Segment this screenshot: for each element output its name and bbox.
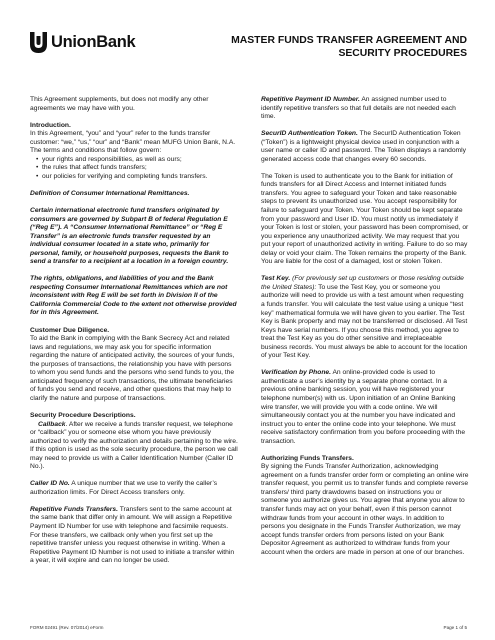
left-column	[30, 96, 238, 574]
callback-paragraph	[30, 421, 238, 472]
definition-paragraph: Certain international electronic fund transfers originated by consumers are governed by Subpart B of federal Regulation E (“Reg E”). A “Consumer International Remittance” or “Reg E Transfer” is an electronic funds transfer requested by an individual consumer located in a state who, primarily for personal, family, or household purposes, requests the Bank to send a transfer to a recipient at a location in a foreign country.	[30, 206, 229, 266]
brand-name: UnionBank	[51, 33, 136, 51]
phone-verification-text: An online-provided code is used to authenticate a user’s identity by a separate phone contact. In a previous online banking session, you will have registered your telephone number(s) with us. Upon initiation of an Online Banking wire transfer, we will provide you with a code online. We will simultaneously contact you at the number you have indicated and instruct you to enter the online code into your telephone. We must receive satisfactory confirmation from you before proceeding with the transaction.	[261, 369, 466, 445]
page-header	[0, 0, 495, 80]
introduction-heading: Introduction.	[30, 121, 71, 129]
repetitive-transfers-label: Repetitive Funds Transfers.	[30, 505, 118, 513]
diligence-heading: Customer Due Diligence.	[30, 326, 110, 334]
caller-id-paragraph	[30, 480, 238, 497]
authorizing-text: By signing the Funds Transfer Authorization, acknowledging agreement on a funds transfer order form or completing an online wire transfer request, you permit us to transfer funds and complete reverse transfers/ third party drawdowns based on instructions you or someone you authorize gives us. You agree that anyone you allow to transfer funds may act on your behalf, even if this person cannot withdraw funds from your account in other ways. In addition to persons you designate in the Funds Transfer Authorization, we may accept funds transfer orders from persons listed on your Bank Depositor Agreement as authorized to withdraw funds from your account when the orders are made in person at one of our branches.	[261, 463, 469, 556]
page-footer	[30, 625, 467, 633]
securid-label: SecurID Authentication Token.	[261, 130, 358, 138]
token-paragraph: The Token is used to authenticate you to the Bank for initiation of funds transfers for all Direct Access and Internet initiated funds transfers. You agree to safeguard your Token and take reasonable steps to prevent its unauthorized use. You accept responsibility for failure to safeguard your Token. Your Token should be kept separate from your password and User ID. You must notify us immediately if your Token is lost or stolen, your password has been compromised, or you experience any unauthorized activity. We may request that you put your report of unauthorized activity in writing. Failure to do so may delay or void your claim. The Token remains the property of the Bank. You are liable for the cost of a damaged, lost or stolen Token.	[261, 172, 469, 266]
caller-id-label: Caller ID No.	[30, 480, 70, 488]
callback-text: . After we receive a funds transfer request, we telephone or “callback” you or someone else whom you have previously authorized to verify the authorization and details pertaining to the wire. If this option is used as the sole security procedure, the person we call may need to provide us with a Caller Identification Number (Caller ID No.).	[30, 420, 238, 471]
diligence-section	[30, 327, 238, 404]
document-title-line-1: MASTER FUNDS TRANSFER AGREEMENT AND	[231, 35, 467, 46]
securid-paragraph	[261, 130, 469, 164]
union-bank-logo-icon	[30, 32, 47, 53]
phone-verification-paragraph	[261, 369, 469, 446]
caller-id-text: A unique number that we use to verify the caller’s authorization limits. For Direct Access transfers only.	[30, 480, 218, 496]
authorizing-heading: Authorizing Funds Transfers.	[261, 454, 354, 462]
test-key-qualifier: (For previously set up customers or those residing outside the United States):	[261, 275, 464, 291]
rights-paragraph: The rights, obligations, and liabilities of you and the Bank respecting Consumer International Remittances which are not inconsistent with Reg E will be set forth in Division II of the California Commercial Code to the extent not otherwise provided for in this Agreement.	[30, 275, 237, 317]
security-section	[30, 412, 238, 472]
phone-verification-label: Verification by Phone.	[261, 369, 331, 377]
document-title	[217, 34, 467, 60]
repetitive-transfers-text: Transfers sent to the same account at the same bank that differ only in amount. We will assign a Repetitive Payment ID Number for use with telephone and facsimile requests. For these transfers, we callback only when you first set up the repetitive transfer unless you request otherwise in writing. When a Repetitive Payment ID Number is not used to initiate a transfer within a year, it will expire and can no longer be used.	[30, 505, 235, 565]
repetitive-id-label: Repetitive Payment ID Number.	[261, 96, 360, 103]
test-key-paragraph	[261, 275, 469, 360]
security-heading: Security Procedure Descriptions.	[30, 411, 136, 419]
test-key-text: To use the Test Key, you or someone you authorize will need to provide us with a test amount when requesting a funds transfer. You will calculate the test value using a unique “test key” mathematical formula we will have given to you earlier. The Test Key is Bank property and may not be transferred or disclosed. All Test Keys have serial numbers. If you choose this method, you agree to treat the Test Key as you do other sensitive and irreplaceable business records. You must always be able to account for the location of your Test Key.	[261, 283, 468, 360]
document-title-line-2: SECURITY PROCEDURES	[338, 48, 467, 59]
form-id: FORM 02491 (Rev. 07/2014) eForm	[30, 625, 104, 630]
securid-text: The SecurID Authentication Token (“Token”) is a lightweight physical device used in conjunction with a user name or caller ID and password. The Token displays a randomly generated access code that changes every 60 seconds.	[261, 130, 466, 163]
authorizing-section	[261, 455, 469, 558]
list-item: • our policies for verifying and completing funds transfers.	[36, 173, 238, 182]
definition-heading: Definition of Consumer International Remittances.	[30, 189, 190, 197]
repetitive-id-paragraph	[261, 96, 469, 122]
list-item: • your rights and responsibilities, as well as ours;	[36, 156, 238, 165]
repetitive-transfers-paragraph	[30, 506, 238, 566]
page-number: Page 1 of 5	[443, 625, 467, 630]
union-bank-logo	[30, 32, 135, 53]
callback-label: Callback	[38, 420, 66, 428]
test-key-label: Test Key.	[261, 275, 291, 283]
governing-terms-list	[36, 156, 238, 182]
introduction-section	[30, 122, 238, 182]
diligence-text: To aid the Bank in complying with the Bank Secrecy Act and related laws and regulations, we may ask you for specific information regarding the nature of anticipated activity, the sources of your funds, the purposes of transactions, the relationship you have with persons to whom you send funds and the persons who send funds to you, the anticipated frequency of such transactions, the ultimate beneficiaries of funds you send and receive, and other questions that may help to clarify the nature and purpose of transactions.	[30, 335, 235, 402]
intro-paragraph: This Agreement supplements, but does not modify any other agreements we may have with you.	[30, 96, 209, 112]
repetitive-id-text: An assigned number used to identify repetitive transfers so that full details are not needed each time.	[261, 96, 456, 121]
right-column	[261, 96, 469, 566]
introduction-text: In this Agreement, “you” and “your” refer to the funds transfer customer: “we,” “us,” “our” and “Bank” mean MUFG Union Bank, N.A. The terms and conditions that follow govern:	[30, 130, 236, 155]
list-item: • the rules that affect funds transfers;	[36, 164, 238, 173]
